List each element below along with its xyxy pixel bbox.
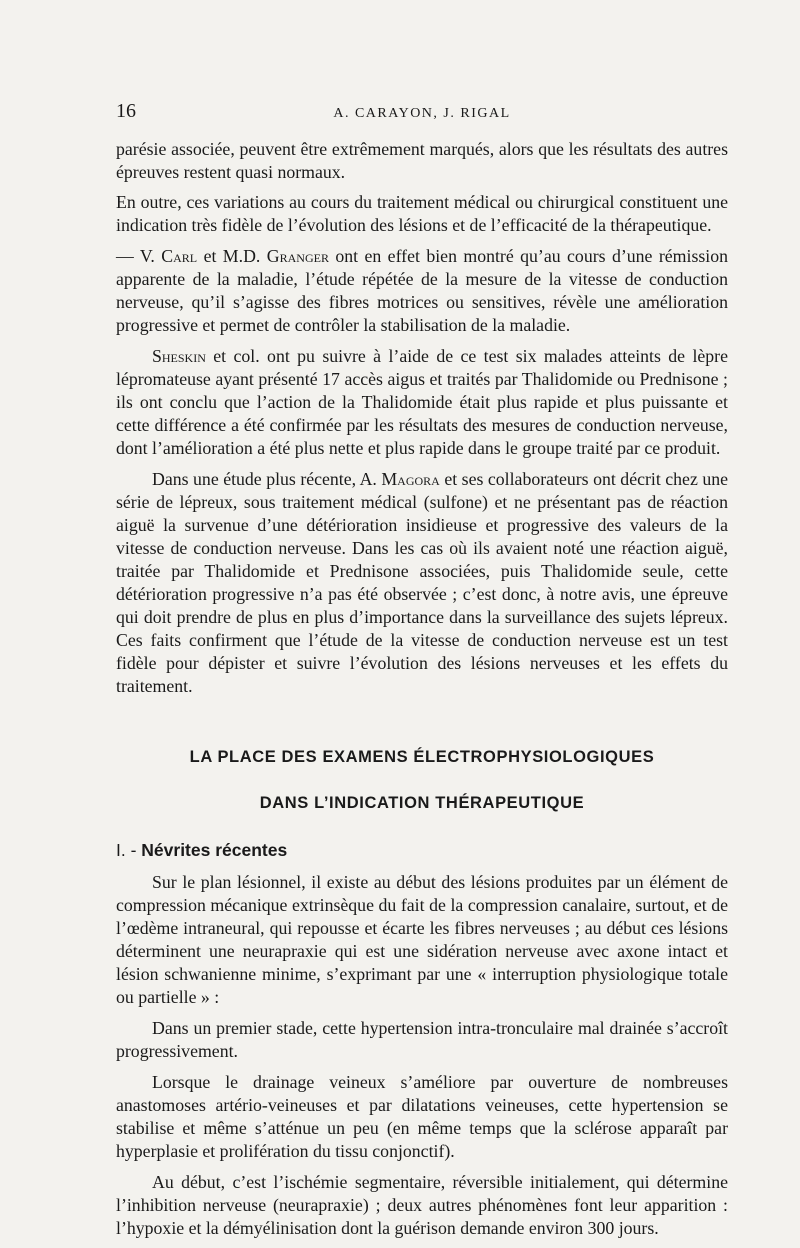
running-head: A. CARAYON, J. RIGAL [333,106,511,121]
text: et M.D. [197,246,267,266]
paragraph-carl-granger [116,245,728,337]
subsection-heading [116,840,728,861]
page-number: 16 [116,100,136,122]
subsection-number: I. - [116,840,142,860]
paragraph-sheskin [116,345,728,460]
paragraph-continuation: parésie associée, peuvent être extrêmement marqués, alors que les résultats des autres épreuves restent quasi normaux. [116,139,728,182]
paragraph: Lorsque le drainage veineux s’améliore par ouverture de nombreuses anastomoses artério-veineuses et par dilatations veineuses, cette hypertension se stabilise et même s’atténue un peu (en même temps que la sclérose apparaît par hyperplasie et prolifération du tissu conjonctif). [116,1072,728,1161]
paragraph: Dans un premier stade, cette hypertension intra-tronculaire mal drainée s’accroît progressivement. [116,1018,728,1061]
paragraph: Sur le plan lésionnel, il existe au début des lésions produites par un élément de compression mécanique extrinsèque du fait de la compression canalaire, surtout, et de l’œdème intraneural, qui repousse et écarte les fibres nerveuses ; au début ces lésions déterminent une neurapraxie qui est une sidération nerveuse avec axone intact et lésion schwanienne minime, s’exprimant par une « interruption physiologique totale ou partielle » : [116,872,728,1007]
paragraph: Au début, c’est l’ischémie segmentaire, réversible initialement, qui détermine l’inhibition nerveuse (neurapraxie) ; deux autres phénomènes font leur apparition : l’hypoxie et la démyélinisation dont la guérison demande environ 300 jours. [116,1172,728,1238]
author-name: Granger [266,246,329,266]
paragraph-magora [116,468,728,698]
section-heading [116,748,728,813]
section-heading-line: DANS L’INDICATION THÉRAPEUTIQUE [259,794,585,812]
author-name: Magora [381,469,440,489]
page-body [116,138,728,1248]
paragraph: En outre, ces variations au cours du traitement médical ou chirurgical constituent une indication très fidèle de l’évolution des lésions et de l’efficacité de la thérapeutique. [116,192,728,235]
text: et col. ont pu suivre à l’aide de ce test six malades atteints de lèpre lépromateuse ayant présenté 17 accès aigus et traités par Thalidomide ou Prednisone ; ils ont conclu que l’action de la Thalidomide était plus rapide et plus puissante et cette différence a été confirmée par les résultats des mesures de conduction nerveuse, dont l’amélioration a été plus nette et plus rapide dans le groupe traité par ce produit. [116,346,728,458]
text: et ses collaborateurs ont décrit chez une série de lépreux, sous traitement médical (sulfone) et ne présentant pas de réaction aiguë la survenue d’une détérioration insidieuse et progressive des valeurs de la vitesse de conduction nerveuse. Dans les cas où ils avaient noté une réaction aiguë, traitée par Thalidomide et Prednisone associées, puis Thalidomide seule, cette détérioration progressive n’a pas été observée ; c’est donc, à notre avis, une épreuve qui doit prendre de plus en plus d’importance dans la surveillance des sujets lépreux. Ces faits confirment que l’étude de la vitesse de conduction nerveuse est un test fidèle pour dépister et suivre l’évolution des lésions nerveuses et les effets du traitement. [116,469,728,696]
text: Dans une étude plus récente, A. [152,469,382,489]
text: ont en effet bien montré qu’au cours d’une rémission apparente de la maladie, l’étude répétée de la mesure de la vitesse de conduction nerveuse, qu’il s’agisse des fibres motrices ou sensitives, révèle une amélioration progressive et permet de contrôler la stabilisation de la maladie. [116,246,728,335]
page-header [116,100,728,130]
text: — V. [116,246,162,266]
author-name: Sheskin [152,346,206,366]
author-name: Carl [161,246,198,266]
subsection-title: Névrites récentes [141,840,288,860]
section-heading-line: LA PLACE DES EXAMENS ÉLECTROPHYSIOLOGIQUES [189,748,655,766]
